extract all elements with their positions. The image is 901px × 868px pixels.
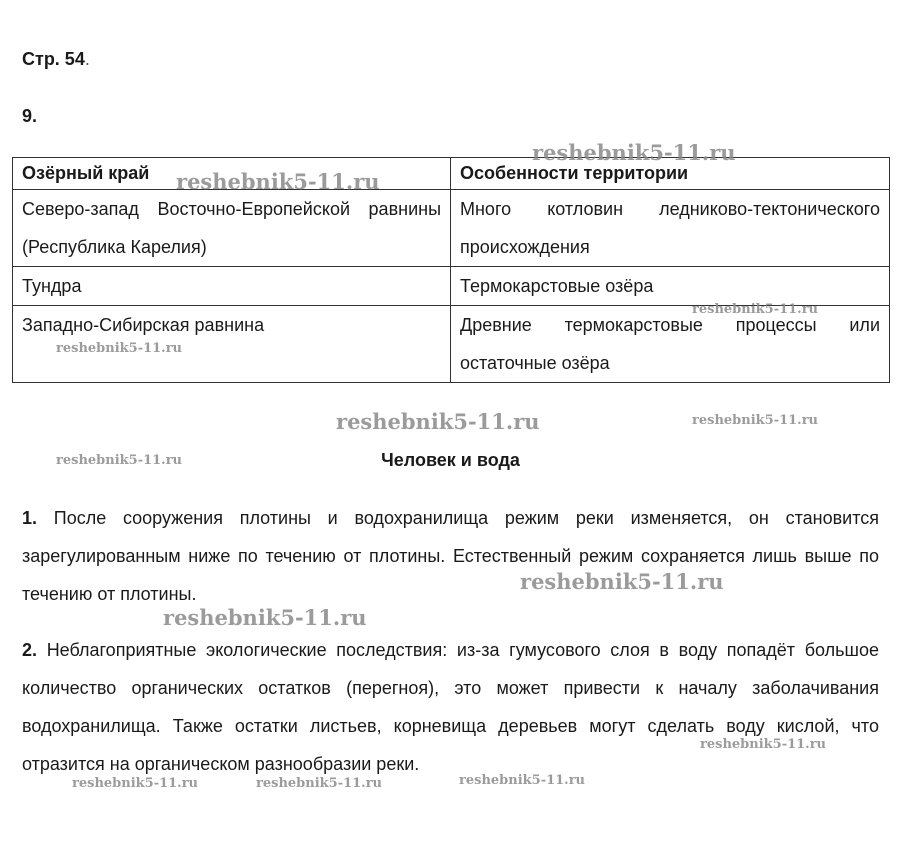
watermark: reshebnik5-11.ru (692, 413, 819, 428)
table-header-cell: Особенности территории (451, 158, 890, 190)
table-row (13, 267, 890, 306)
answer-text: После сооружения плотины и водохранилища режим реки изменяется, он становится зарегулированным ниже по течению от плотины. Естественный режим сохраняется лишь выше по течению от плотины. (22, 508, 879, 604)
watermark: reshebnik5-11.ru (692, 302, 819, 317)
table-header-cell: Озёрный край (13, 158, 451, 190)
table-cell: Тундра (13, 267, 451, 306)
table-cell: Термокарстовые озёра (451, 267, 890, 306)
page-reference: Стр. 54. (22, 49, 90, 69)
table-header-row (13, 158, 890, 190)
table-cell: Западно-Сибирская равнина (13, 306, 451, 383)
table-row (13, 190, 890, 267)
task-number: 9. (22, 106, 38, 126)
section-title: Человек и вода (381, 450, 520, 470)
answer-paragraph (22, 631, 879, 783)
watermark: reshebnik5-11.ru (459, 773, 586, 788)
answer-number: 1. (22, 508, 38, 528)
table-cell: Северо-запад Восточно-Европейской равнины (Республика Карелия) (13, 190, 451, 267)
table-cell: Древние термокарстовые процессы или остаточные озёра (451, 306, 890, 383)
answer-text: Неблагоприятные экологические последствия: из-за гумусового слоя в воду попадёт большое количество органических остатков (перегноя), это может привести к началу заболачивания водохранилища. Также остатки листьев, корневища деревьев могут сделать воду кислой, что отразится на органическом разнообразии реки. (22, 640, 879, 774)
watermark: reshebnik5-11.ru (72, 776, 199, 791)
watermark: reshebnik5-11.ru (163, 605, 367, 630)
watermark: reshebnik5-11.ru (532, 140, 736, 165)
answer-paragraph (22, 499, 879, 613)
watermark: reshebnik5-11.ru (56, 341, 183, 356)
answer-number: 2. (22, 640, 38, 660)
watermark: reshebnik5-11.ru (256, 776, 383, 791)
watermark: reshebnik5-11.ru (56, 453, 183, 468)
watermark: reshebnik5-11.ru (176, 169, 380, 194)
watermark: reshebnik5-11.ru (336, 409, 540, 434)
watermark: reshebnik5-11.ru (700, 737, 827, 752)
watermark: reshebnik5-11.ru (520, 569, 724, 594)
table-cell: Много котловин ледниково-тектонического происхождения (451, 190, 890, 267)
